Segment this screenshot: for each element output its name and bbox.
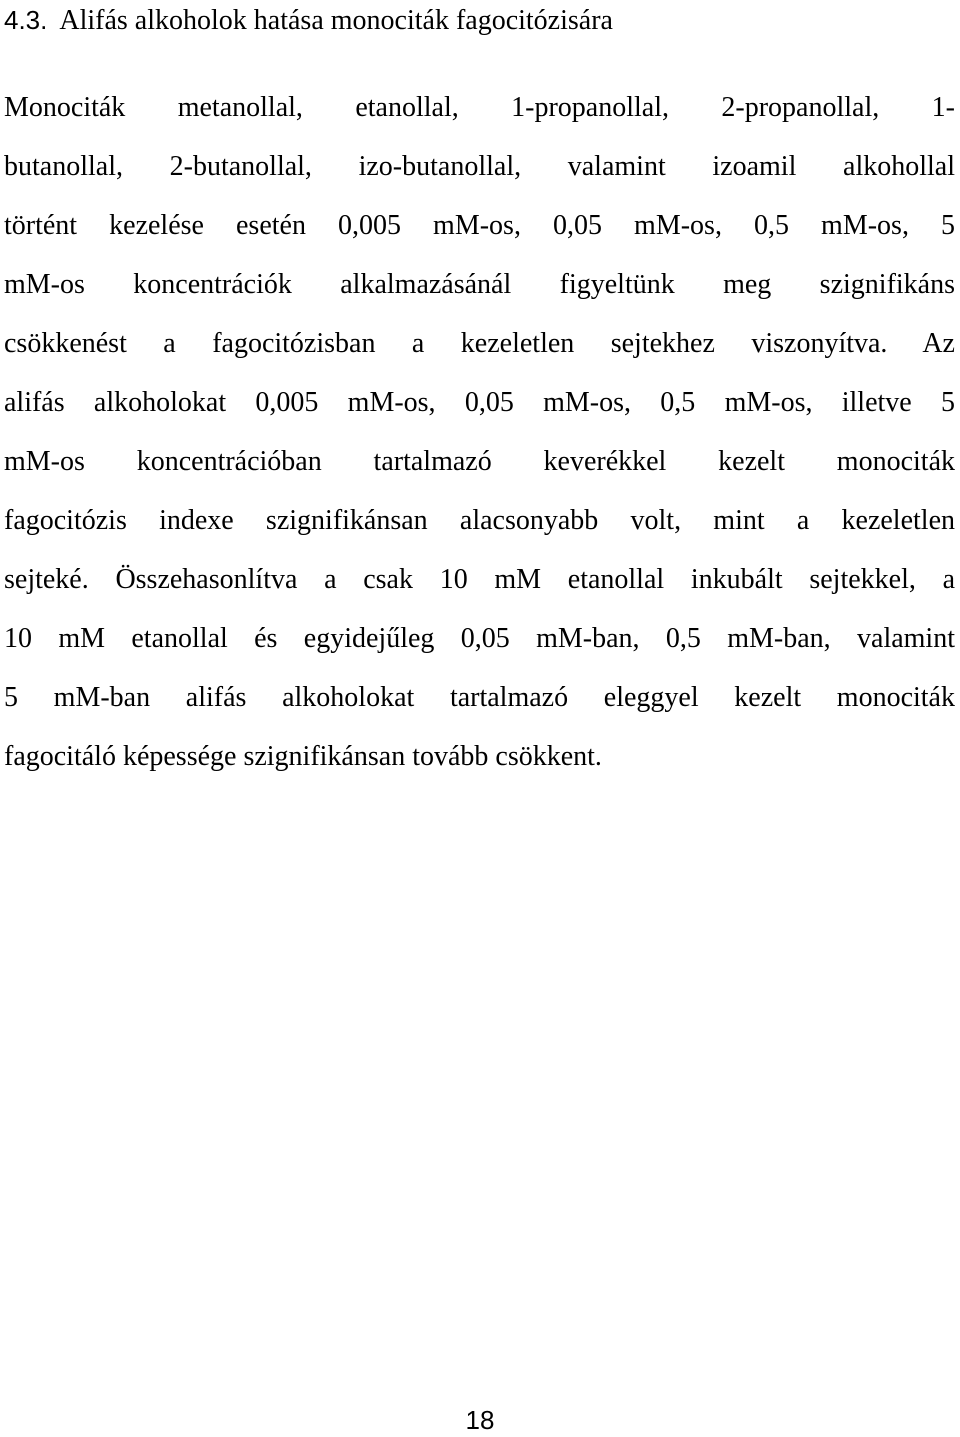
paragraph-line: mM-os koncentrációk alkalmazásánál figyeltünk meg szignifikáns bbox=[4, 269, 955, 300]
paragraph-line: sejteké. Összehasonlítva a csak 10 mM etanollal inkubált sejtekkel, a bbox=[4, 564, 955, 595]
section-title: Alifás alkoholok hatása monociták fagocitózisára bbox=[59, 5, 613, 36]
paragraph-line: 5 mM-ban alifás alkoholokat tartalmazó eleggyel kezelt monociták bbox=[4, 682, 955, 713]
section-number: 4.3. bbox=[4, 5, 48, 35]
paragraph-line: mM-os koncentrációban tartalmazó keverékkel kezelt monociták bbox=[4, 446, 955, 477]
paragraph-line: 10 mM etanollal és egyidejűleg 0,05 mM-ban, 0,5 mM-ban, valamint bbox=[4, 623, 955, 654]
paragraph-line: fagocitáló képessége szignifikánsan tovább csökkent. bbox=[4, 741, 602, 772]
paragraph-line: csökkenést a fagocitózisban a kezeletlen sejtekhez viszonyítva. Az bbox=[4, 328, 955, 359]
paragraph-line: butanollal, 2-butanollal, izo-butanollal, valamint izoamil alkohollal bbox=[4, 151, 955, 182]
paragraph-line: alifás alkoholokat 0,005 mM-os, 0,05 mM-os, 0,5 mM-os, illetve 5 bbox=[4, 387, 955, 418]
section-heading bbox=[4, 2, 613, 39]
page-number: 18 bbox=[465, 1405, 495, 1435]
paragraph-line: Monociták metanollal, etanollal, 1-propanollal, 2-propanollal, 1- bbox=[4, 92, 955, 123]
paragraph-line: történt kezelése esetén 0,005 mM-os, 0,05 mM-os, 0,5 mM-os, 5 bbox=[4, 210, 955, 241]
body-paragraph bbox=[4, 78, 955, 786]
paragraph-line: fagocitózis indexe szignifikánsan alacsonyabb volt, mint a kezeletlen bbox=[4, 505, 955, 536]
